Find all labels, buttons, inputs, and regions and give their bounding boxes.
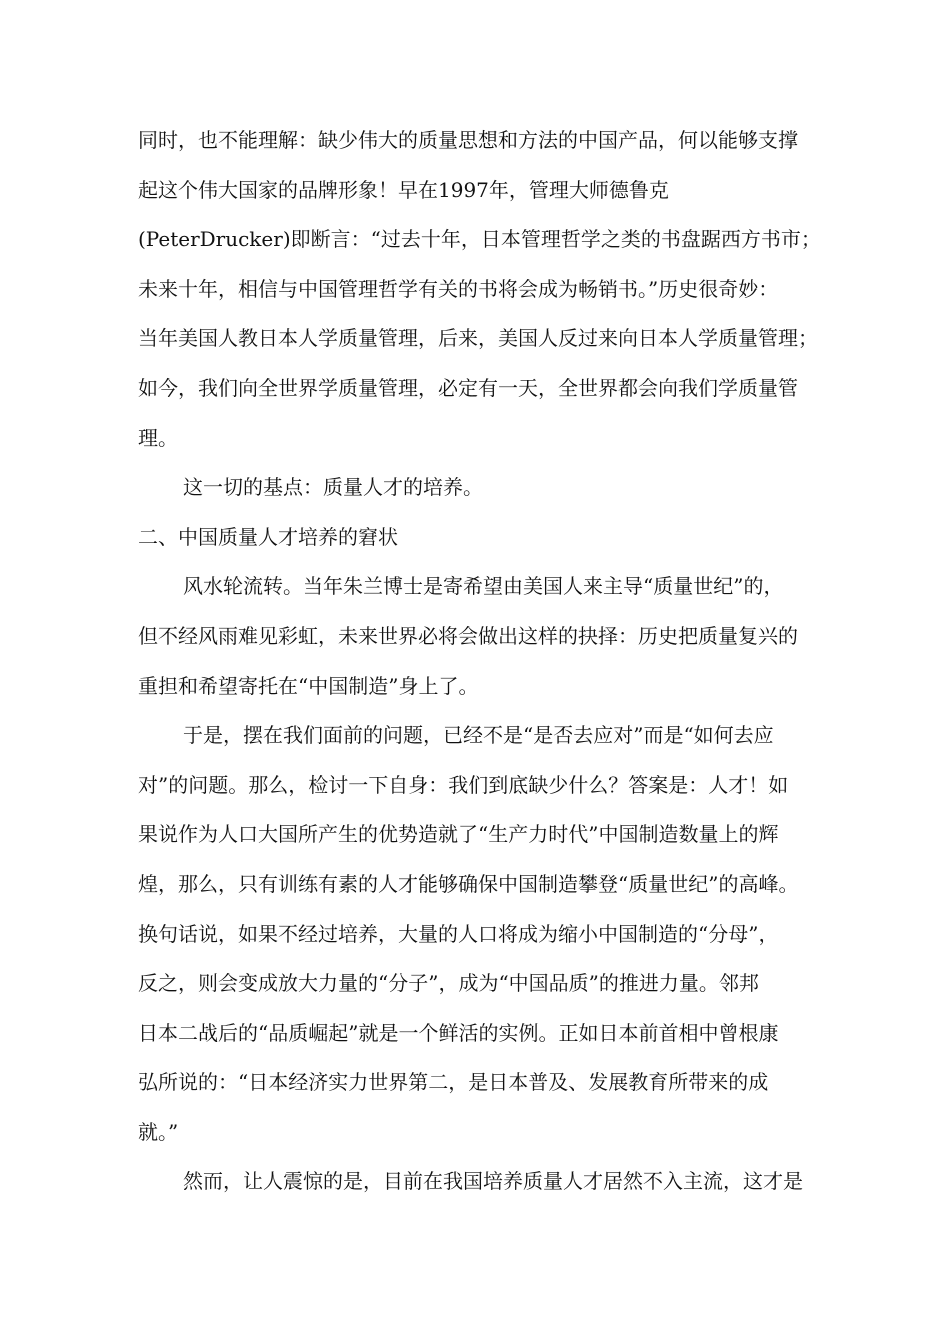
text-line: 起这个伟大国家的品牌形象！早在1997年，管理大师德鲁克 [138,177,669,202]
text-line: 但不经风雨难见彩虹，未来世界必将会做出这样的抉择：历史把质量复兴的 [138,623,798,648]
text-line: 对”的问题。那么，检讨一下自身：我们到底缺少什么？答案是：人才！如 [138,772,789,797]
text-line: 当年美国人教日本人学质量管理，后来，美国人反过来向日本人学质量管理； [138,326,818,351]
text-line: 煌，那么，只有训练有素的人才能够确保中国制造攀登“质量世纪”的高峰。 [138,871,799,896]
paragraph-line: 风水轮流转。当年朱兰博士是寄希望由美国人来主导“质量世纪”的， [183,574,784,599]
text-line: 弘所说的：“日本经济实力世界第二，是日本普及、发展教育所带来的成 [138,1070,769,1095]
text-line: 反之，则会变成放大力量的“分子”，成为“中国品质”的推进力量。邻邦 [138,971,759,996]
text-line: 果说作为人口大国所产生的优势造就了“生产力时代”中国制造数量上的辉 [138,822,779,847]
paragraph-line: 于是，摆在我们面前的问题，已经不是“是否去应对”而是“如何去应 [183,723,774,748]
text-line: 如今，我们向全世界学质量管理，必定有一天，全世界都会向我们学质量管 [138,375,798,400]
text-line: 未来十年，相信与中国管理哲学有关的书将会成为畅销书。”历史很奇妙： [138,276,779,301]
text-line: 就。” [138,1119,179,1144]
text-line: 理。 [138,425,178,450]
text-line: 同时，也不能理解：缺少伟大的质量思想和方法的中国产品，何以能够支撑 [138,128,798,152]
section-heading: 二、中国质量人才培养的窘状 [138,524,398,549]
text-line: (PeterDrucker)即断言：“过去十年，日本管理哲学之类的书盘踞西方书市； [138,227,821,252]
text-line: 日本二战后的“品质崛起”就是一个鲜活的实例。正如日本前首相中曾根康 [138,1020,779,1045]
paragraph-line: 这一切的基点：质量人才的培养。 [183,475,483,500]
paragraph-line: 然而，让人震惊的是，目前在我国培养质量人才居然不入主流，这才是 [183,1169,803,1194]
body-text [138,122,828,1213]
text-line: 换句话说，如果不经过培养，大量的人口将成为缩小中国制造的“分母”， [138,921,779,946]
text-line: 重担和希望寄托在“中国制造”身上了。 [138,673,479,698]
